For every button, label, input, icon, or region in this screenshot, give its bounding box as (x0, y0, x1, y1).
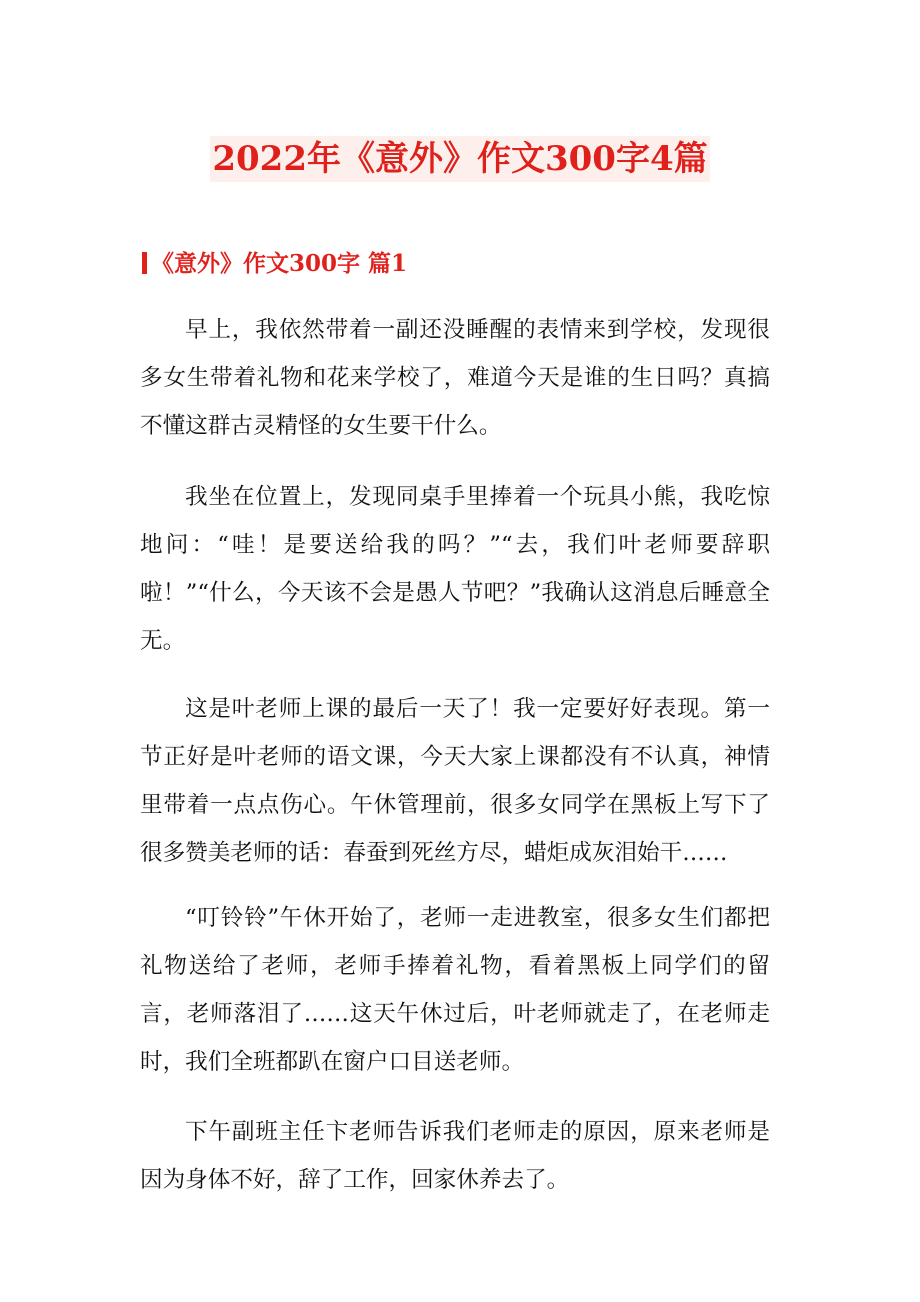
section-heading-text: 《意外》作文300字 篇1 (151, 250, 408, 277)
section-heading (142, 248, 407, 280)
paragraph-1: 早上，我依然带着一副还没睡醒的表情来到学校，发现很多女生带着礼物和花来学校了，难道今天是谁的生日吗？真搞不懂这群古灵精怪的女生要干什么。 (140, 317, 770, 439)
document-title: 2022年《意外》作文300字4篇 (210, 136, 709, 182)
paragraph-2: 我坐在位置上，发现同桌手里捧着一个玩具小熊，我吃惊地问：“哇！是要送给我的吗？”“去，我们叶老师要辞职啦！”“什么，今天该不会是愚人节吧？”我确认这消息后睡意全无。 (140, 484, 770, 654)
paragraph-5: 下午副班主任卞老师告诉我们老师走的原因，原来老师是因为身体不好，辞了工作，回家休养去了。 (140, 1119, 770, 1193)
paragraph-3: 这是叶老师上课的最后一天了！我一定要好好表现。第一节正好是叶老师的语文课，今天大家上课都没有不认真，神情里带着一点点伤心。午休管理前，很多女同学在黑板上写下了很多赞美老师的话：春蚕到死丝方尽，蜡炬成灰泪始干…… (140, 696, 770, 866)
title-container (0, 136, 920, 182)
paragraph-4: “叮铃铃”午休开始了，老师一走进教室，很多女生们都把礼物送给了老师，老师手捧着礼物，看着黑板上同学们的留言，老师落泪了……这天午休过后，叶老师就走了，在老师走时，我们全班都趴在窗户口目送老师。 (140, 905, 770, 1075)
heading-marker (142, 252, 147, 274)
